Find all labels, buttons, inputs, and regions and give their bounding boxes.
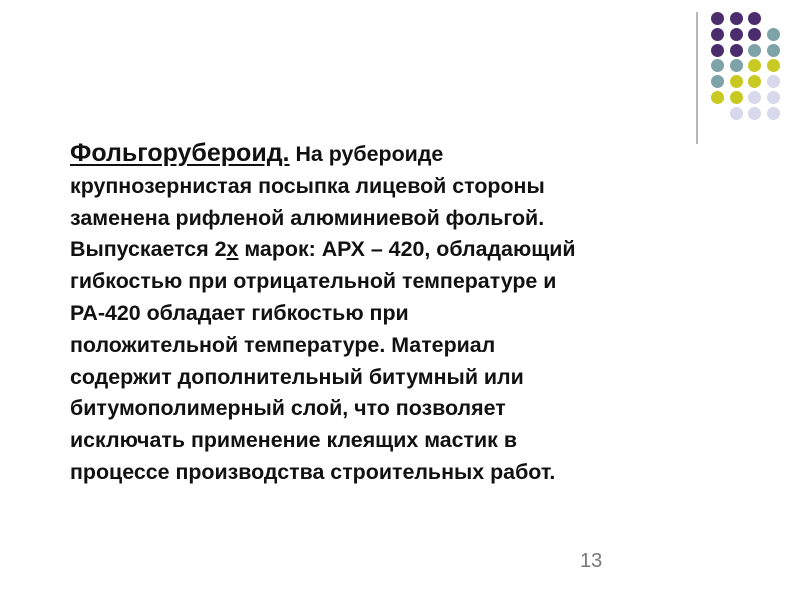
body-line-6: РА-420 обладает гибкостью при	[70, 300, 409, 325]
body-line-11: процессе производства строительных работ.	[70, 459, 556, 484]
decorative-dot	[711, 59, 724, 72]
body-line-4b: марок: АРХ – 420, обладающий	[238, 237, 576, 262]
decorative-dot	[711, 28, 724, 41]
decorative-dot-grid	[711, 12, 781, 123]
decorative-dot	[711, 44, 724, 57]
decorative-dot	[767, 91, 780, 104]
page-number: 13	[580, 550, 603, 572]
body-line-4a: Выпускается 2	[70, 237, 227, 262]
decorative-dot	[748, 44, 761, 57]
decorative-dot	[767, 107, 780, 120]
body-line-5: гибкостью при отрицательной температуре и	[70, 269, 557, 294]
decorative-dot	[748, 75, 761, 88]
decorative-dot	[767, 59, 780, 72]
body-line-1: На рубероиде	[295, 142, 444, 166]
body-line-7: положительной температуре. Материал	[70, 332, 496, 357]
decorative-dot	[730, 75, 743, 88]
decorative-dot	[748, 28, 761, 41]
decorative-dot	[730, 59, 743, 72]
decorative-dot	[711, 12, 724, 25]
decorative-dot	[748, 107, 761, 120]
decorative-dot	[730, 91, 743, 104]
decorative-dot	[730, 107, 743, 120]
decorative-dot	[730, 12, 743, 25]
body-line-9: битумополимерный слой, что позволяет	[70, 396, 506, 421]
decorative-dot	[730, 44, 743, 57]
body-line-10: исключать применение клеящих мастик в	[70, 428, 517, 453]
decorative-dot	[711, 107, 724, 120]
body-line-4-underlined: х	[226, 237, 239, 262]
decorative-dot	[767, 28, 780, 41]
slide-body-text	[70, 138, 710, 489]
slide-heading: Фольгорубероид.	[70, 139, 290, 167]
body-line-8: содержит дополнительный битумный или	[70, 364, 524, 389]
decorative-dot	[767, 75, 780, 88]
decorative-dot	[730, 28, 743, 41]
decorative-dot	[711, 75, 724, 88]
vertical-divider-line	[696, 12, 698, 144]
decorative-dot	[748, 91, 761, 104]
body-line-2: крупнозернистая посыпка лицевой стороны	[70, 173, 545, 198]
decorative-dot	[767, 44, 780, 57]
body-line-3: заменена рифленой алюминиевой фольгой.	[70, 205, 545, 230]
decorative-dot	[748, 12, 761, 25]
decorative-dot	[711, 91, 724, 104]
decorative-dot	[748, 59, 761, 72]
decorative-dot	[767, 12, 780, 25]
